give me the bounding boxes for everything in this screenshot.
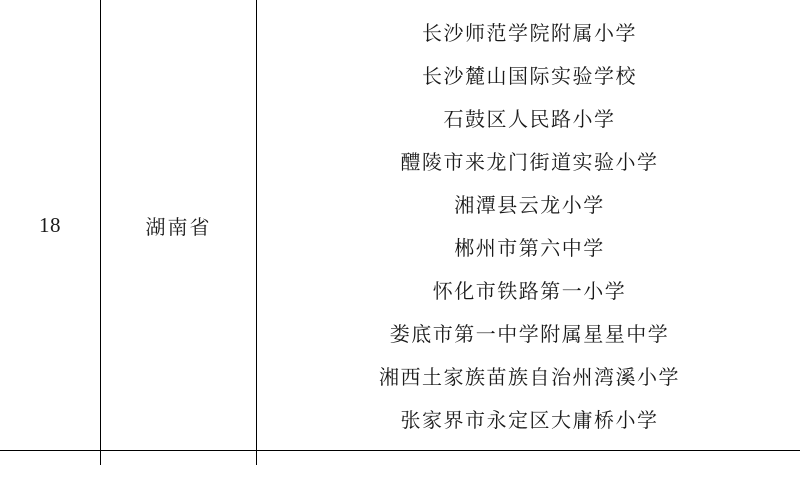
school-name-list xyxy=(257,0,800,450)
row-index-cell: 18 xyxy=(0,0,101,451)
list-item: 郴州市第六中学 xyxy=(454,237,605,260)
list-item: 石鼓区人民路小学 xyxy=(443,108,616,131)
list-item: 湘西土家族苗族自治州湾溪小学 xyxy=(379,366,680,389)
list-item: 醴陵市来龙门街道实验小学 xyxy=(400,151,659,174)
row-region-cell-partial xyxy=(101,451,257,466)
list-item: 长沙师范学院附属小学 xyxy=(422,22,637,45)
list-item: 娄底市第一中学附属星星中学 xyxy=(389,323,670,346)
list-item: 湘潭县云龙小学 xyxy=(454,194,605,217)
row-schools-cell-partial xyxy=(257,451,800,466)
row-schools-cell xyxy=(257,0,800,451)
list-item: 怀化市铁路第一小学 xyxy=(432,280,627,303)
row-region-cell: 湖南省 xyxy=(101,0,257,451)
list-item: 张家界市永定区大庸桥小学 xyxy=(400,409,659,432)
row-index-cell-partial xyxy=(0,451,101,466)
list-item: 长沙麓山国际实验学校 xyxy=(422,65,637,88)
table-row-partial xyxy=(0,451,800,466)
